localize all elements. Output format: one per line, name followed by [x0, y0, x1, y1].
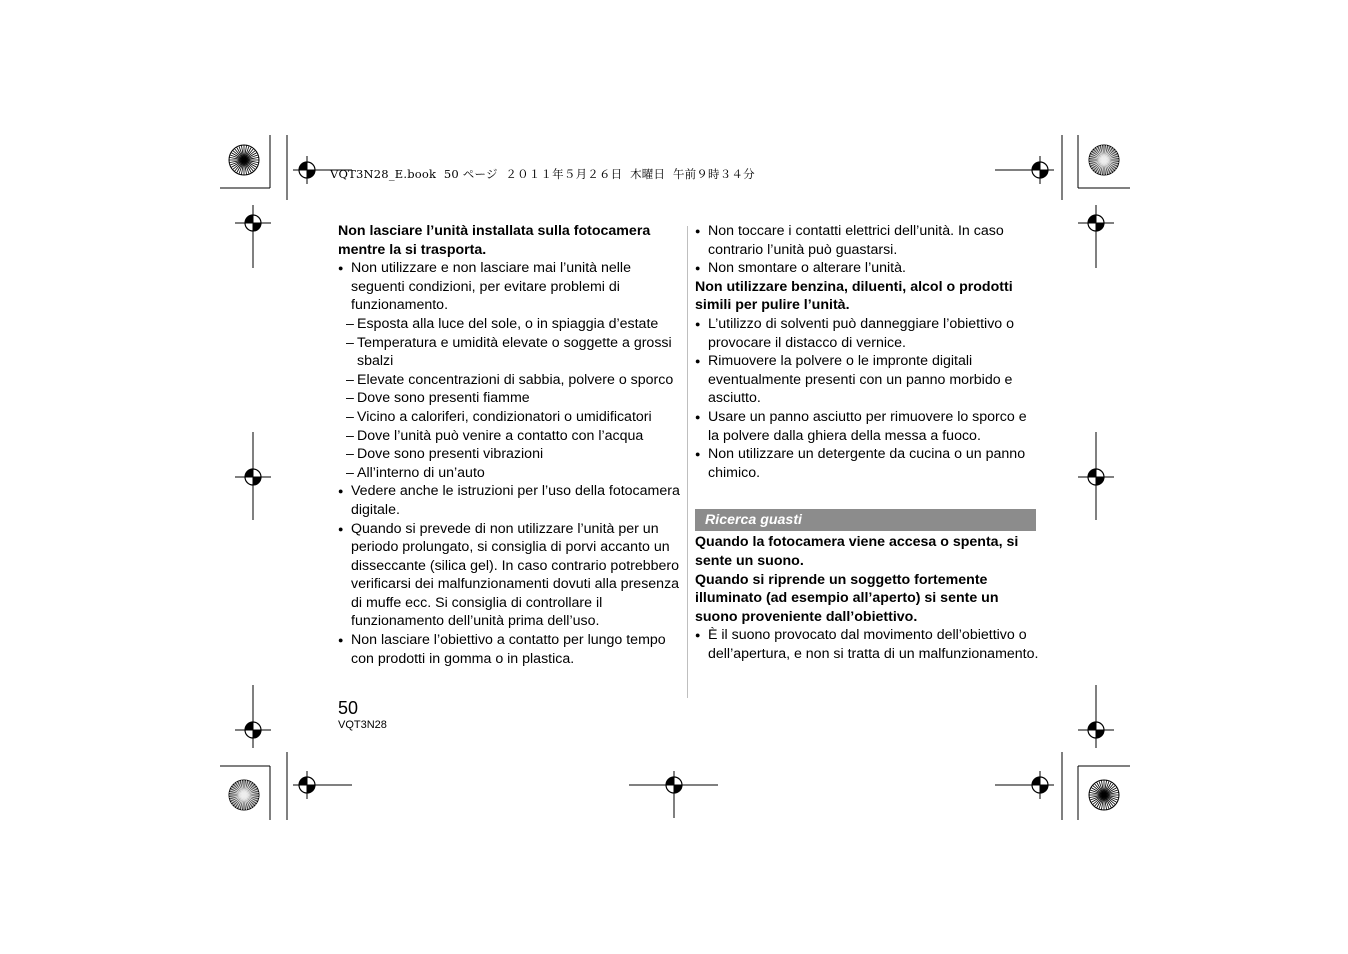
conditions-list — [338, 315, 683, 482]
dash-icon: – — [346, 371, 354, 388]
focus-ring-bullet: ● Usare un panno asciutto per rimuovere lo sporco e la polvere dalla ghiera della messa a fuoco. — [695, 408, 1040, 445]
target-quadrant — [245, 215, 253, 223]
dust-bullet: ● Rimuovere la polvere o le impronte digitali eventualmente presenti con un panno morbido e asciutto. — [695, 352, 1040, 408]
page-number: 50 — [338, 698, 359, 718]
dash-icon: – — [346, 427, 354, 444]
target-quadrant — [1096, 223, 1104, 231]
dash-icon: – — [346, 408, 354, 425]
target-quadrant — [1040, 785, 1048, 793]
target-quadrant — [253, 223, 261, 231]
target-quadrant — [1088, 215, 1096, 223]
target-quadrant — [1096, 730, 1104, 738]
target-quadrant — [245, 469, 253, 477]
target-quadrant — [299, 162, 307, 170]
bright-subject-heading: Quando si riprende un soggetto fortemente illuminato (ad esempio all’aperto) si sente un suono proveniente dall’obiettivo. — [695, 571, 999, 625]
storage-bullet: ● Quando si prevede di non utilizzare l’unità per un periodo prolungato, si consiglia di porvi accanto un disseccante (silica gel). In caso contrario potrebbero verificarsi dei malfunzionamenti dovuti alla presenza di muffe ecc. Si consiglia di controllare il funzionamento dell’unità prima dell’uso. — [338, 520, 683, 632]
target-quadrant — [1096, 477, 1104, 485]
contacts-bullet: ● Non toccare i contatti elettrici dell’unità. In caso contrario l’unità può guastarsi. — [695, 222, 1040, 259]
dash-icon: – — [346, 464, 354, 481]
list-item: – Vicino a caloriferi, condizionatori o umidificatori — [346, 408, 652, 425]
target-quadrant — [253, 730, 261, 738]
left-column — [338, 222, 683, 668]
target-quadrant — [674, 785, 682, 793]
target-quadrant — [666, 777, 674, 785]
solvents-bullet: ● L’utilizzo di solventi può danneggiare l’obiettivo o provocare il distacco di vernice. — [695, 315, 1040, 352]
file-info-header: VQT3N28_E.book 50 ページ ２０１１年５月２６日 木曜日 午前９時３４分 — [330, 167, 755, 181]
right-column — [695, 222, 1040, 663]
section-title-troubleshooting: Ricerca guasti — [695, 509, 1036, 531]
target-quadrant — [307, 170, 315, 178]
target-quadrant — [307, 785, 315, 793]
target-quadrant — [1088, 722, 1096, 730]
column-divider — [687, 226, 688, 698]
instructions-bullet: ● Vedere anche le istruzioni per l’uso della fotocamera digitale. — [338, 482, 683, 519]
rubber-contact-bullet: ● Non lasciare l’obiettivo a contatto per lungo tempo con prodotti in gomma o in plastica. — [338, 631, 683, 668]
dash-icon: – — [346, 446, 354, 463]
dash-icon: – — [346, 390, 354, 407]
list-item: – Elevate concentrazioni di sabbia, polvere o sporco — [346, 371, 674, 388]
sound-explanation-bullet: ● È il suono provocato dal movimento dell’obiettivo o dell’apertura, e non si tratta di un malfunzionamento. — [695, 626, 1040, 663]
target-quadrant — [299, 777, 307, 785]
detergent-bullet: ● Non utilizzare un detergente da cucina o un panno chimico. — [695, 445, 1040, 482]
list-item: – Esposta alla luce del sole, o in spiaggia d’estate — [346, 315, 659, 332]
list-item: – All’interno di un’auto — [346, 464, 485, 481]
power-sound-heading: Quando la fotocamera viene accesa o spenta, si sente un suono. — [695, 534, 1019, 569]
transport-heading: Non lasciare l’unità installata sulla fotocamera mentre la si trasporta. — [338, 223, 651, 258]
disassemble-bullet: ● Non smontare o alterare l’unità. — [695, 259, 1040, 278]
target-quadrant — [1088, 469, 1096, 477]
dash-icon: – — [346, 315, 354, 332]
target-quadrant — [253, 477, 261, 485]
cleaning-heading: Non utilizzare benzina, diluenti, alcol o prodotti simili per pulire l’unità. — [695, 278, 1013, 314]
conditions-bullet: ● Non utilizzare e non lasciare mai l’unità nelle seguenti condizioni, per evitare problemi di funzionamento. — [338, 259, 683, 315]
target-quadrant — [1040, 170, 1048, 178]
document-code: VQT3N28 — [338, 719, 387, 731]
target-quadrant — [1032, 162, 1040, 170]
list-item: – Dove sono presenti fiamme — [346, 390, 530, 407]
list-item: – Dove sono presenti vibrazioni — [346, 446, 544, 463]
target-quadrant — [245, 722, 253, 730]
dash-icon: – — [346, 334, 354, 351]
list-item: – Temperatura e umidità elevate o soggette a grossi sbalzi — [346, 334, 672, 370]
list-item: – Dove l’unità può venire a contatto con l’acqua — [346, 427, 644, 444]
target-quadrant — [1032, 777, 1040, 785]
